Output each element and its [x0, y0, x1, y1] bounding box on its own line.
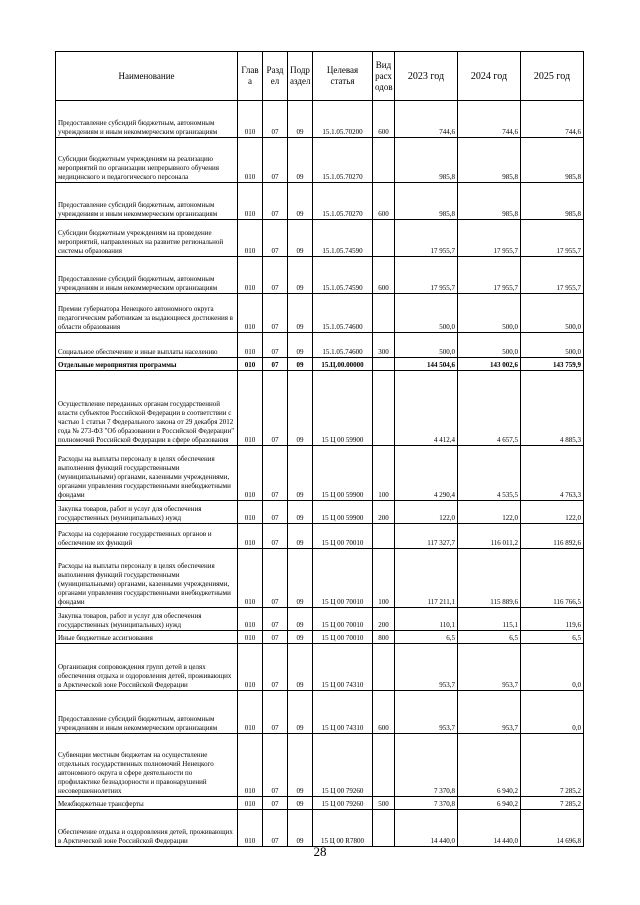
table-row	[56, 549, 584, 608]
cell-razdel: 07	[263, 644, 288, 691]
cell-glava: 010	[238, 501, 263, 524]
table-row	[56, 358, 584, 371]
table-row	[56, 294, 584, 333]
cell-2024: 4 535,5	[458, 446, 521, 501]
cell-vid	[373, 371, 395, 446]
cell-vid	[373, 734, 395, 797]
cell-podrazdel: 09	[288, 549, 313, 608]
cell-podrazdel: 09	[288, 446, 313, 501]
cell-2025: 6,5	[521, 631, 584, 644]
cell-2023: 500,0	[395, 294, 458, 333]
cell-vid: 800	[373, 631, 395, 644]
cell-2023: 17 955,7	[395, 257, 458, 294]
cell-name: Предоставление субсидий бюджетным, автономным учреждениям и иным некоммерческим организациям	[56, 257, 238, 294]
cell-2023: 744,6	[395, 101, 458, 138]
cell-glava: 010	[238, 294, 263, 333]
cell-2024: 500,0	[458, 333, 521, 358]
cell-glava: 010	[238, 608, 263, 631]
cell-podrazdel: 09	[288, 183, 313, 220]
cell-statya: 15 Ц 00 70010	[313, 631, 373, 644]
col-header-name: Наименование	[56, 52, 238, 101]
cell-vid: 200	[373, 608, 395, 631]
cell-2025: 7 285,2	[521, 734, 584, 797]
table-row	[56, 257, 584, 294]
cell-2025: 122,0	[521, 501, 584, 524]
cell-2024: 6,5	[458, 631, 521, 644]
cell-2024: 744,6	[458, 101, 521, 138]
table-body	[56, 101, 584, 847]
cell-2024: 6 940,2	[458, 797, 521, 810]
cell-statya: 15 Ц 00 59900	[313, 371, 373, 446]
cell-name: Предоставление субсидий бюджетным, автономным учреждениям и иным некоммерческим организациям	[56, 691, 238, 734]
cell-2023: 985,8	[395, 138, 458, 183]
cell-2025: 4 885,3	[521, 371, 584, 446]
cell-vid: 600	[373, 257, 395, 294]
cell-2025: 4 763,3	[521, 446, 584, 501]
table-row	[56, 220, 584, 257]
cell-vid	[373, 644, 395, 691]
page-number: 28	[313, 844, 327, 859]
cell-name: Предоставление субсидий бюджетным, автономным учреждениям и иным некоммерческим организациям	[56, 101, 238, 138]
cell-name: Социальное обеспечение и иные выплаты населению	[56, 333, 238, 358]
cell-2025: 7 285,2	[521, 797, 584, 810]
cell-glava: 010	[238, 138, 263, 183]
cell-statya: 15.1.05.70270	[313, 138, 373, 183]
cell-glava: 010	[238, 358, 263, 371]
cell-podrazdel: 09	[288, 631, 313, 644]
cell-2023: 7 370,8	[395, 797, 458, 810]
cell-2024: 115,1	[458, 608, 521, 631]
cell-2023: 4 412,4	[395, 371, 458, 446]
cell-podrazdel: 09	[288, 608, 313, 631]
cell-razdel: 07	[263, 631, 288, 644]
cell-2025: 143 759,9	[521, 358, 584, 371]
cell-2023: 14 440,0	[395, 810, 458, 847]
cell-podrazdel: 09	[288, 138, 313, 183]
cell-glava: 010	[238, 631, 263, 644]
table-row	[56, 524, 584, 549]
cell-razdel: 07	[263, 608, 288, 631]
cell-2023: 117 327,7	[395, 524, 458, 549]
cell-2024: 143 002,6	[458, 358, 521, 371]
cell-razdel: 07	[263, 691, 288, 734]
cell-statya: 15.1.05.74590	[313, 220, 373, 257]
cell-2023: 500,0	[395, 333, 458, 358]
cell-2024: 116 011,2	[458, 524, 521, 549]
table-row	[56, 371, 584, 446]
col-header-vid: Вид расх одов	[373, 52, 395, 101]
col-header-podrazdel: Подр аздел	[288, 52, 313, 101]
cell-2024: 17 955,7	[458, 257, 521, 294]
cell-podrazdel: 09	[288, 220, 313, 257]
cell-vid: 600	[373, 691, 395, 734]
cell-2023: 144 504,6	[395, 358, 458, 371]
cell-2023: 110,1	[395, 608, 458, 631]
cell-glava: 010	[238, 524, 263, 549]
cell-vid: 600	[373, 183, 395, 220]
table-row	[56, 501, 584, 524]
table-header-row	[56, 52, 584, 101]
cell-name: Субвенции местным бюджетам на осуществление отдельных государственных полномочий Ненецкого автономного округа в сфере деятельности по профилактике безнадзорности и правонарушений несовершеннолетних	[56, 734, 238, 797]
cell-razdel: 07	[263, 333, 288, 358]
col-header-2023: 2023 год	[395, 52, 458, 101]
cell-name: Закупка товаров, работ и услуг для обеспечения государственных (муниципальных) нужд	[56, 608, 238, 631]
cell-2023: 953,7	[395, 691, 458, 734]
table-row	[56, 734, 584, 797]
cell-podrazdel: 09	[288, 257, 313, 294]
cell-2024: 17 955,7	[458, 220, 521, 257]
cell-statya: 15 Ц 00 70010	[313, 549, 373, 608]
cell-name: Обеспечение отдыха и оздоровления детей, проживающих в Арктической зоне Российской Федерации	[56, 810, 238, 847]
cell-name: Осуществление переданных органам государственной власти субъектов Российской Федерации в соответствии с частью 1 статьи 7 Федерального закона от 29 декабря 2012 года № 273-ФЗ "Об образовании в Российской Федерации" полномочий Российской Федерации в сфере образования	[56, 371, 238, 446]
col-header-glava: Глав а	[238, 52, 263, 101]
cell-razdel: 07	[263, 358, 288, 371]
cell-glava: 010	[238, 257, 263, 294]
cell-2025: 17 955,7	[521, 220, 584, 257]
cell-razdel: 07	[263, 183, 288, 220]
cell-statya: 15 Ц 00 59900	[313, 501, 373, 524]
cell-name: Субсидии бюджетным учреждениям на проведение мероприятий, направленных на развитие региональной системы образования	[56, 220, 238, 257]
cell-glava: 010	[238, 446, 263, 501]
cell-glava: 010	[238, 371, 263, 446]
cell-statya: 15 Ц 00 79260	[313, 797, 373, 810]
cell-name: Организация сопровождения групп детей в целях обеспечения отдыха и оздоровления детей, проживающих в Арктической зоне Российской Федерации	[56, 644, 238, 691]
cell-statya: 15.Ц.00.00000	[313, 358, 373, 371]
col-header-2024: 2024 год	[458, 52, 521, 101]
cell-vid: 100	[373, 549, 395, 608]
col-header-2025: 2025 год	[521, 52, 584, 101]
cell-glava: 010	[238, 333, 263, 358]
cell-statya: 15 Ц 00 R7800	[313, 810, 373, 847]
cell-2025: 116 892,6	[521, 524, 584, 549]
cell-podrazdel: 09	[288, 797, 313, 810]
col-header-razdel: Разд ел	[263, 52, 288, 101]
cell-vid: 300	[373, 333, 395, 358]
cell-statya: 15.1.05.74600	[313, 294, 373, 333]
cell-razdel: 07	[263, 446, 288, 501]
cell-vid	[373, 810, 395, 847]
cell-statya: 15 Ц 00 79260	[313, 734, 373, 797]
cell-vid: 600	[373, 101, 395, 138]
cell-2025: 744,6	[521, 101, 584, 138]
col-header-statya: Целевая статья	[313, 52, 373, 101]
cell-statya: 15 Ц 00 74310	[313, 691, 373, 734]
cell-podrazdel: 09	[288, 294, 313, 333]
table-row	[56, 183, 584, 220]
cell-razdel: 07	[263, 797, 288, 810]
cell-podrazdel: 09	[288, 371, 313, 446]
cell-statya: 15 Ц 00 70010	[313, 608, 373, 631]
cell-2025: 500,0	[521, 294, 584, 333]
table-row	[56, 446, 584, 501]
cell-glava: 010	[238, 101, 263, 138]
cell-podrazdel: 09	[288, 333, 313, 358]
table-row	[56, 691, 584, 734]
cell-razdel: 07	[263, 138, 288, 183]
cell-2025: 116 766,5	[521, 549, 584, 608]
cell-name: Расходы на выплаты персоналу в целях обеспечения выполнения функций государственными (муниципальными) органами, казенными учреждениями, органами управления государственными внебюджетными фондами	[56, 549, 238, 608]
cell-name: Расходы на содержание государственных органов и обеспечение их функций	[56, 524, 238, 549]
cell-glava: 010	[238, 797, 263, 810]
cell-podrazdel: 09	[288, 691, 313, 734]
cell-vid	[373, 220, 395, 257]
cell-glava: 010	[238, 734, 263, 797]
cell-2023: 985,8	[395, 183, 458, 220]
cell-2023: 6,5	[395, 631, 458, 644]
cell-vid	[373, 138, 395, 183]
cell-podrazdel: 09	[288, 734, 313, 797]
cell-vid: 500	[373, 797, 395, 810]
cell-vid: 200	[373, 501, 395, 524]
cell-glava: 010	[238, 549, 263, 608]
cell-2024: 953,7	[458, 644, 521, 691]
cell-name: Премии губернатора Ненецкого автономного округа педагогическим работникам за выдающиеся достижения в области образования	[56, 294, 238, 333]
cell-2023: 117 211,1	[395, 549, 458, 608]
cell-statya: 15.1.05.74600	[313, 333, 373, 358]
cell-glava: 010	[238, 220, 263, 257]
table-row	[56, 101, 584, 138]
cell-glava: 010	[238, 810, 263, 847]
cell-statya: 15.1.05.70270	[313, 183, 373, 220]
cell-razdel: 07	[263, 549, 288, 608]
cell-name: Иные бюджетные ассигнования	[56, 631, 238, 644]
cell-statya: 15 Ц 00 59900	[313, 446, 373, 501]
cell-2024: 985,8	[458, 138, 521, 183]
cell-statya: 15.1.05.70200	[313, 101, 373, 138]
cell-glava: 010	[238, 644, 263, 691]
cell-2025: 0,0	[521, 644, 584, 691]
cell-2023: 7 370,8	[395, 734, 458, 797]
cell-razdel: 07	[263, 810, 288, 847]
cell-razdel: 07	[263, 371, 288, 446]
cell-razdel: 07	[263, 101, 288, 138]
cell-glava: 010	[238, 691, 263, 734]
cell-statya: 15 Ц 00 74310	[313, 644, 373, 691]
cell-razdel: 07	[263, 257, 288, 294]
cell-razdel: 07	[263, 501, 288, 524]
cell-vid: 100	[373, 446, 395, 501]
cell-name: Отдельные мероприятия программы	[56, 358, 238, 371]
cell-podrazdel: 09	[288, 810, 313, 847]
cell-2024: 953,7	[458, 691, 521, 734]
cell-2023: 17 955,7	[395, 220, 458, 257]
cell-podrazdel: 09	[288, 501, 313, 524]
cell-2024: 500,0	[458, 294, 521, 333]
table-row	[56, 608, 584, 631]
cell-vid	[373, 294, 395, 333]
cell-2024: 985,8	[458, 183, 521, 220]
cell-name: Предоставление субсидий бюджетным, автономным учреждениям и иным некоммерческим организациям	[56, 183, 238, 220]
cell-name: Закупка товаров, работ и услуг для обеспечения государственных (муниципальных) нужд	[56, 501, 238, 524]
cell-2024: 115 889,6	[458, 549, 521, 608]
cell-podrazdel: 09	[288, 358, 313, 371]
cell-2023: 122,0	[395, 501, 458, 524]
cell-2025: 985,8	[521, 138, 584, 183]
cell-razdel: 07	[263, 524, 288, 549]
cell-podrazdel: 09	[288, 524, 313, 549]
table-row	[56, 810, 584, 847]
table-row	[56, 644, 584, 691]
table-row	[56, 138, 584, 183]
cell-podrazdel: 09	[288, 644, 313, 691]
cell-2025: 985,8	[521, 183, 584, 220]
cell-vid	[373, 524, 395, 549]
cell-name: Межбюджетные трансферты	[56, 797, 238, 810]
cell-statya: 15 Ц 00 70010	[313, 524, 373, 549]
cell-2025: 500,0	[521, 333, 584, 358]
cell-glava: 010	[238, 183, 263, 220]
cell-vid	[373, 358, 395, 371]
cell-2023: 4 290,4	[395, 446, 458, 501]
cell-statya: 15.1.05.74590	[313, 257, 373, 294]
cell-razdel: 07	[263, 220, 288, 257]
table-row	[56, 797, 584, 810]
cell-2024: 122,0	[458, 501, 521, 524]
cell-name: Субсидии бюджетным учреждениям на реализацию мероприятий по организации непрерывного обучения медицинского и педагогического персонала	[56, 138, 238, 183]
cell-2023: 953,7	[395, 644, 458, 691]
budget-table	[55, 51, 584, 847]
cell-2025: 0,0	[521, 691, 584, 734]
cell-name: Расходы на выплаты персоналу в целях обеспечения выполнения функций государственными (муниципальными) органами, казенными учреждениями, органами управления государственными внебюджетными фондами	[56, 446, 238, 501]
cell-podrazdel: 09	[288, 101, 313, 138]
cell-2025: 14 696,8	[521, 810, 584, 847]
cell-2025: 17 955,7	[521, 257, 584, 294]
cell-2024: 4 657,5	[458, 371, 521, 446]
cell-razdel: 07	[263, 734, 288, 797]
table-row	[56, 631, 584, 644]
table-row	[56, 333, 584, 358]
cell-razdel: 07	[263, 294, 288, 333]
cell-2025: 119,6	[521, 608, 584, 631]
cell-2024: 14 440,0	[458, 810, 521, 847]
cell-2024: 6 940,2	[458, 734, 521, 797]
